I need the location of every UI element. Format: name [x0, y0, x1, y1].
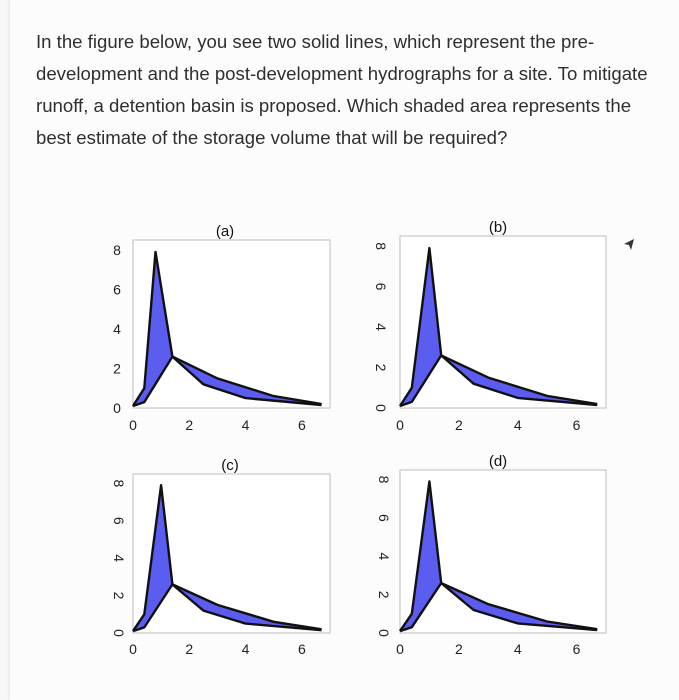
- x-tick-label: 0: [129, 641, 137, 657]
- y-tick-label: 8: [373, 242, 389, 251]
- x-tick-label: 4: [241, 641, 250, 657]
- y-tick-label: 2: [373, 363, 389, 372]
- y-tick-label: 8: [113, 241, 121, 258]
- y-tick-label: 6: [373, 282, 389, 291]
- panel-1: [113, 223, 330, 433]
- x-tick-label: 6: [572, 641, 581, 657]
- y-tick-label: 2: [376, 590, 392, 599]
- x-tick-label: 6: [297, 641, 306, 657]
- y-tick-label: 0: [376, 629, 392, 637]
- x-tick-label: 4: [513, 417, 522, 433]
- x-tick-label: 2: [454, 641, 463, 657]
- x-tick-label: 2: [454, 417, 463, 433]
- x-tick-label: 4: [241, 417, 250, 433]
- y-tick-label: 0: [111, 629, 127, 637]
- y-tick-label: 6: [111, 516, 127, 525]
- y-tick-label: 8: [376, 475, 392, 484]
- panel-title: (c): [221, 457, 239, 474]
- x-tick-label: 0: [396, 641, 404, 657]
- y-tick-label: 4: [376, 552, 392, 561]
- y-tick-label: 6: [113, 281, 121, 298]
- y-tick-label: 8: [111, 479, 127, 488]
- x-tick-label: 2: [185, 417, 194, 433]
- panel-title: (d): [488, 453, 508, 470]
- y-tick-label: 0: [113, 400, 121, 416]
- x-tick-label: 0: [396, 417, 404, 433]
- x-tick-label: 0: [129, 417, 137, 433]
- y-tick-label: 4: [113, 320, 121, 337]
- x-tick-label: 6: [297, 417, 306, 433]
- mouse-pointer-icon: [622, 237, 636, 251]
- panel-title: (b): [488, 219, 508, 236]
- y-tick-label: 2: [113, 360, 121, 377]
- y-tick-label: 4: [373, 323, 389, 331]
- question-text: In the figure below, you see two solid lines, which represent the pre-development and the post-development hydrographs for a site. To mitigate runoff, a detention basin is proposed. Which shaded area represents the best estimate of the storage volume that will be required?: [36, 31, 648, 148]
- x-tick-label: 2: [185, 641, 194, 657]
- y-tick-label: 6: [376, 514, 392, 522]
- panel-4: [376, 453, 606, 657]
- panel-title: (a): [215, 223, 235, 240]
- y-tick-label: 2: [111, 591, 127, 600]
- x-tick-label: 4: [513, 641, 522, 657]
- y-tick-label: 4: [111, 554, 127, 563]
- panel-3: [111, 457, 330, 657]
- panel-2: [373, 219, 606, 433]
- x-tick-label: 6: [572, 417, 581, 433]
- y-tick-label: 0: [373, 404, 389, 412]
